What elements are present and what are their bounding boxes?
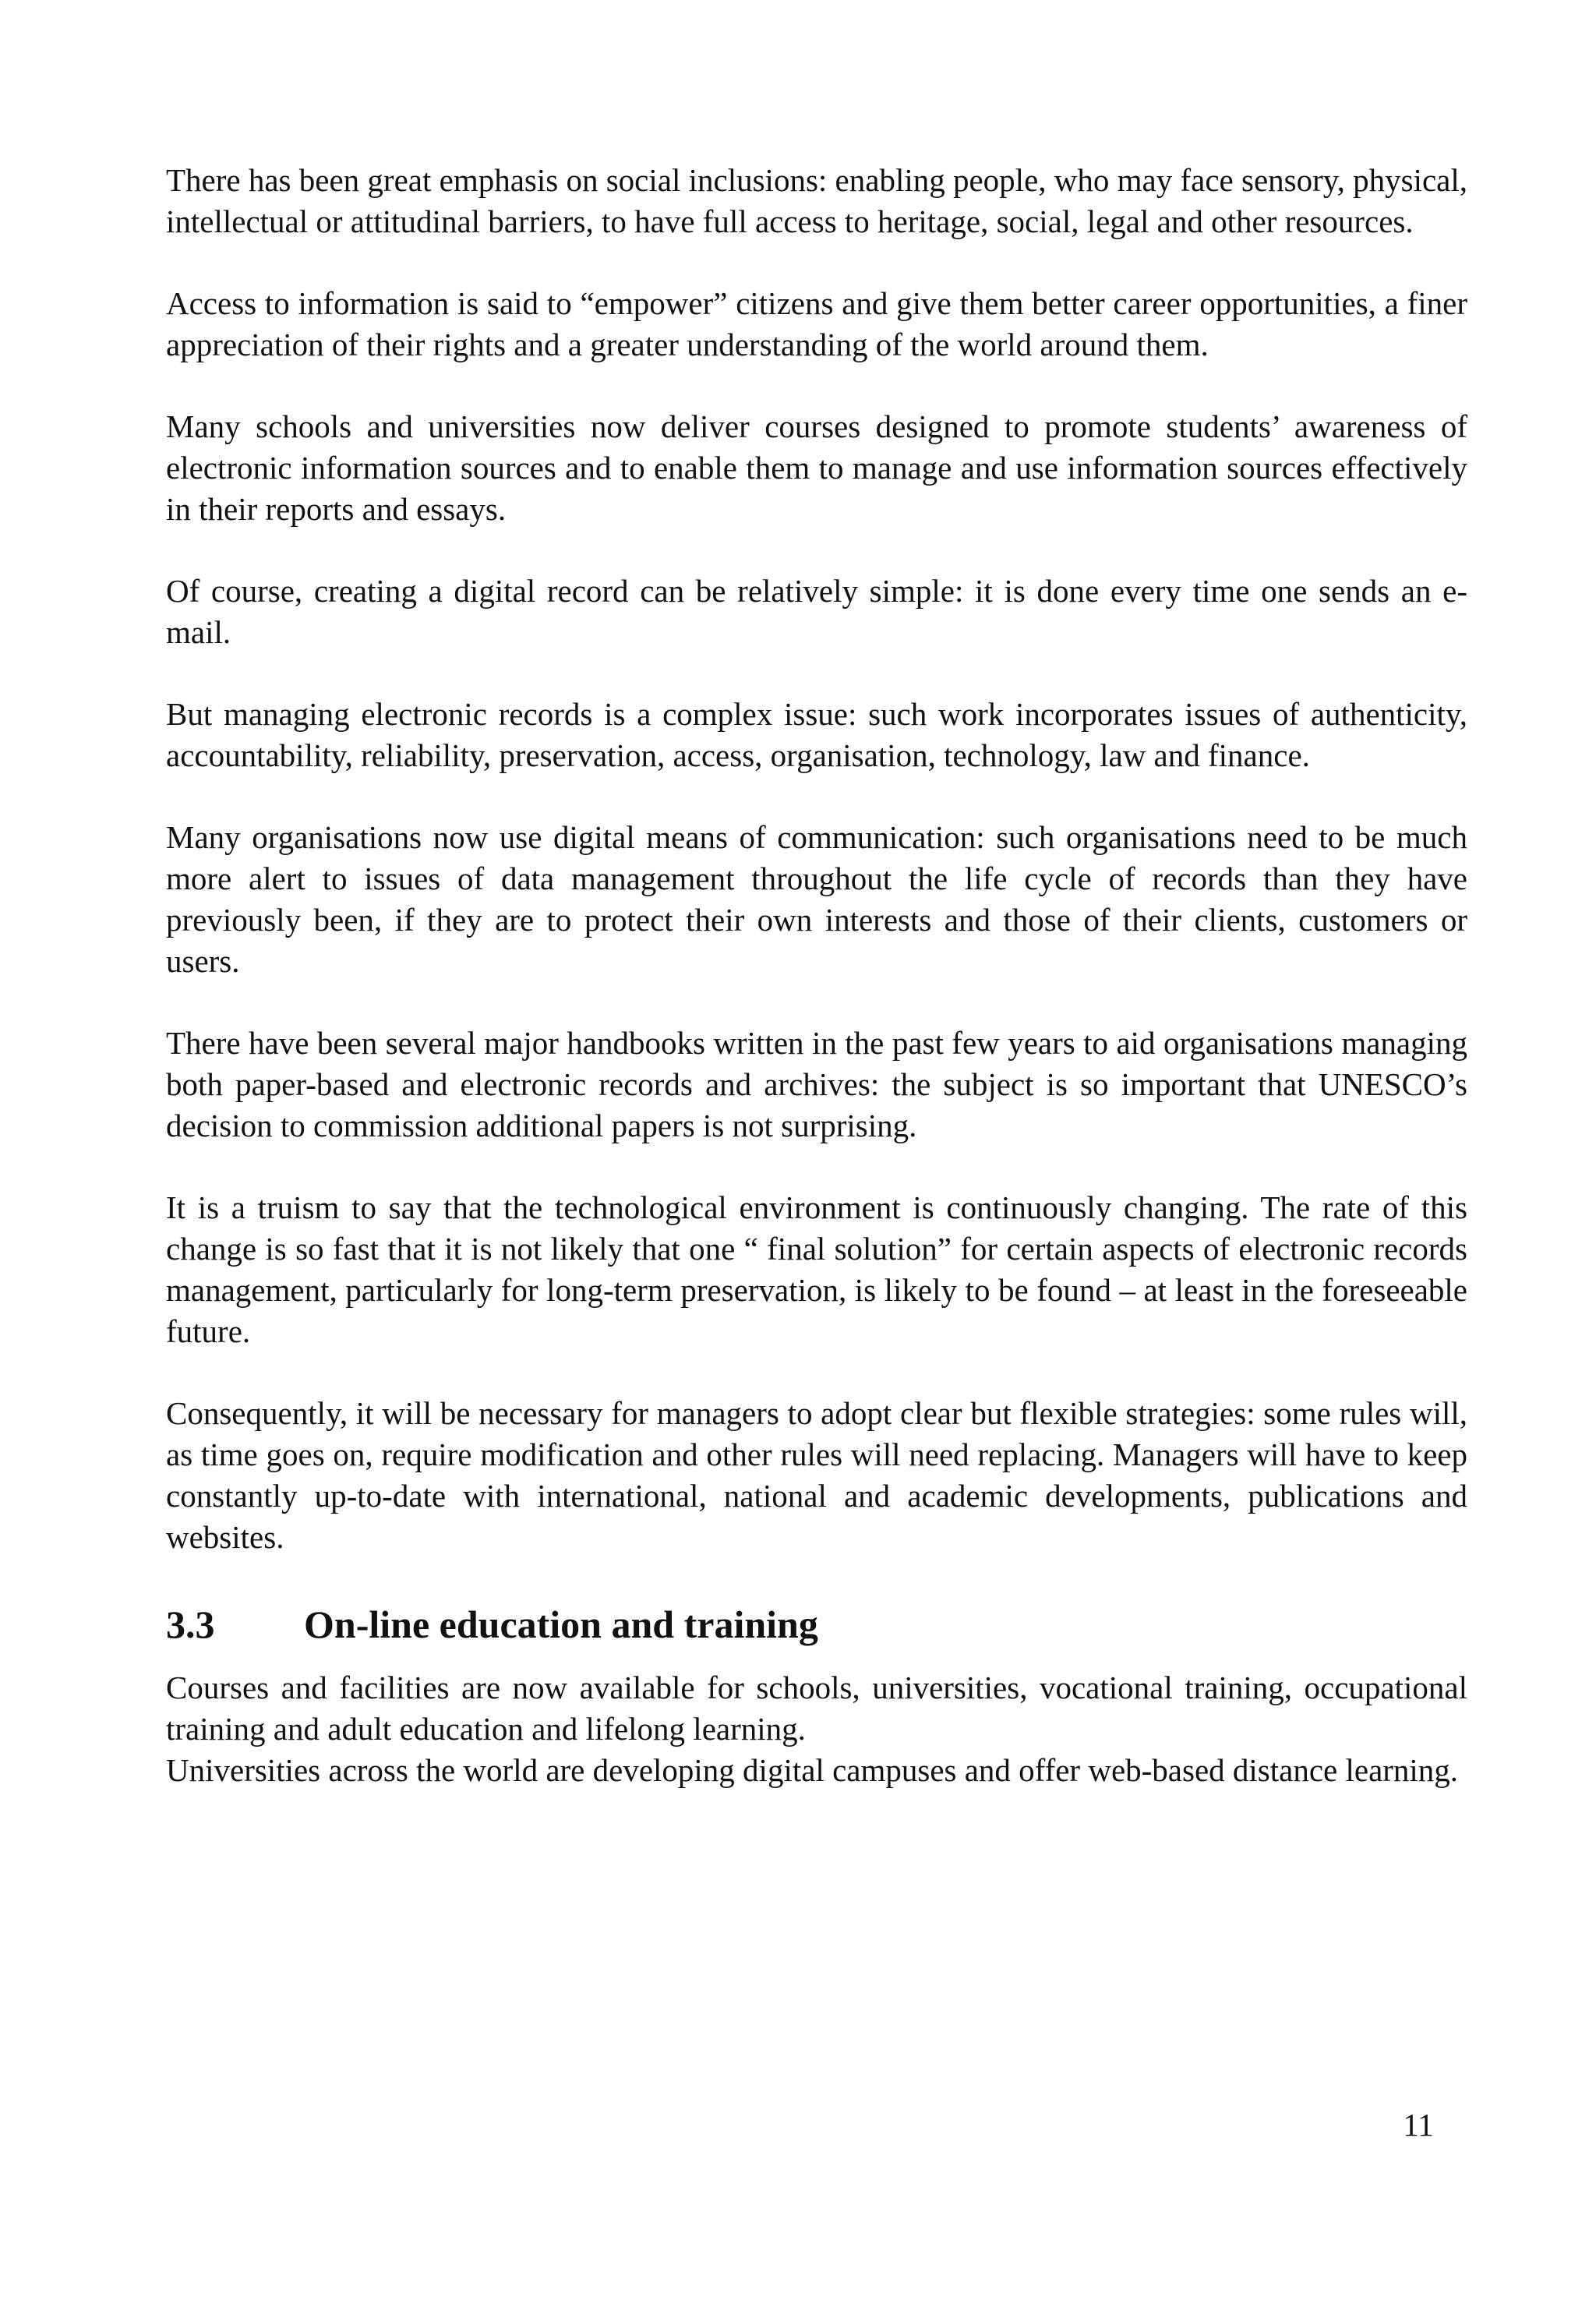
paragraph-managing-records: But managing electronic records is a complex issue: such work incorporates issues of authenticity, accountability, reliability, preservation, access, organisation, technology, law and finance. bbox=[166, 696, 1467, 773]
section-heading bbox=[166, 1599, 1467, 1650]
paragraph-organisations-digital: Many organisations now use digital means of communication: such organisations need to be much more alert to issues of data management throughout the life cycle of records than they have previously been, if they are to protect their own interests and those of their clients, customers or users. bbox=[166, 819, 1467, 979]
paragraph-consequently: Consequently, it will be necessary for managers to adopt clear but flexible strategies: some rules will, as time goes on, require modification and other rules will need replacing. Managers will have to keep constantly up-to-date with international, national and academic developments, publications and websites. bbox=[166, 1395, 1467, 1555]
paragraph-access-to-information: Access to information is said to “empower” citizens and give them better career opportunities, a finer appreciation of their rights and a greater understanding of the world around them. bbox=[166, 285, 1467, 362]
document-page bbox=[166, 160, 1467, 1791]
paragraph-universities-digital-campuses: Universities across the world are developing digital campuses and offer web-based distance learning. bbox=[166, 1752, 1459, 1788]
section-title: On-line education and training bbox=[304, 1603, 818, 1646]
page-number: 11 bbox=[1403, 2107, 1434, 2143]
paragraph-schools-universities: Many schools and universities now deliver courses designed to promote students’ awareness of electronic information sources and to enable them to manage and use information sources effectively in their reports and essays. bbox=[166, 408, 1467, 527]
paragraph-digital-record: Of course, creating a digital record can be relatively simple: it is done every time one sends an e-mail. bbox=[166, 573, 1467, 650]
paragraph-courses-facilities: Courses and facilities are now available for schools, universities, vocational training, occupational training and adult education and lifelong learning. bbox=[166, 1670, 1467, 1747]
paragraph-truism: It is a truism to say that the technological environment is continuously changing. The rate of this change is so fast that it is not likely that one “ final solution” for certain aspects of electronic records management, particularly for long-term preservation, is likely to be found – at least in the foreseeable future. bbox=[166, 1189, 1467, 1349]
paragraph-social-inclusion: There has been great emphasis on social inclusions: enabling people, who may face sensory, physical, intellectual or attitudinal barriers, to have full access to heritage, social, legal and other resources. bbox=[166, 162, 1467, 239]
section-number: 3.3 bbox=[166, 1603, 215, 1646]
paragraph-handbooks: There have been several major handbooks written in the past few years to aid organisations managing both paper-based and electronic records and archives: the subject is so important that UNESCO’s decision to commission additional papers is not surprising. bbox=[166, 1025, 1467, 1143]
